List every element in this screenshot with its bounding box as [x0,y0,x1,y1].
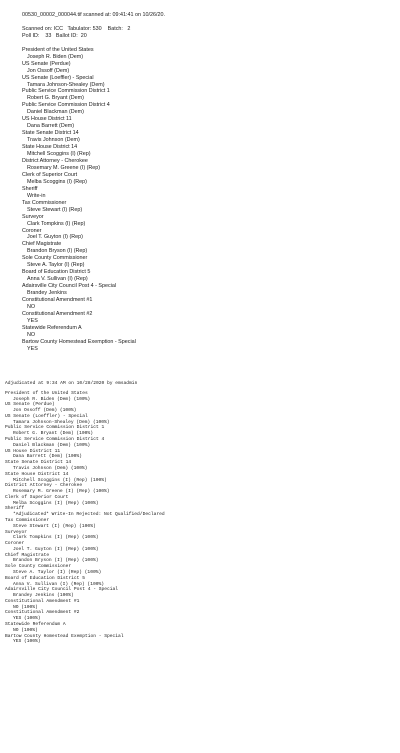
contest-title: Board of Education District 5 [22,269,91,276]
adjudication-result: Brandey Jenkins (100%) [13,593,74,599]
ballot-selection-list [22,47,382,353]
adjudication-contest: Chief Magistrate [5,552,50,558]
scan-info-line: Scanned on: ICC Tabulator: 530 Batch: 2 [22,25,131,32]
contest-selection: Melba Scoggins (I) (Rep) [27,178,87,185]
contest-title: US Senate (Loeffler) - Special [22,74,94,81]
contest-title: President of the United States [22,46,94,53]
adjudication-result: NO (100%) [13,604,38,610]
adjudication-result: Clark Tompkins (I) (Rep) (100%) [13,535,99,541]
contest-title: Clerk of Superior Court [22,171,78,178]
adjudication-result: Melba Scoggins (I) (Rep) (100%) [13,500,99,506]
contest-selection: Joseph R. Biden (Dem) [27,53,84,60]
contest-selection: Brandon Bryson (I) (Rep) [27,248,88,255]
adjudication-result: Travis Johnson (Dem) (100%) [13,465,88,471]
contest-title: Public Service Commission District 1 [22,88,110,95]
contest-selection: Rosemary M. Greene (I) (Rep) [27,164,101,171]
contest-selection: Joel T. Guyton (I) (Rep) [27,234,83,241]
adjudication-contest: Sheriff [5,506,25,512]
adjudication-contest: Public Service Commission District 1 [5,425,105,431]
contest-title: Sole County Commissioner [22,255,88,262]
scan-file-line: 00530_00002_000044.tif scanned at: 09:41:41 on 10/26/20. [22,12,165,18]
adjudication-contest: US Senate (Loeffler) - Special [5,413,88,419]
adjudication-header: Adjudicated at 9:34 AM on 10/28/2020 by emsadmin [5,381,138,386]
adjudication-contest: Statewide Referendum A [5,622,66,628]
contest-selection: Steve Stewart (I) (Rep) [27,206,83,213]
contest-selection: Dana Barrett (Dem) [27,123,75,130]
adjudication-result: YES (100%) [13,616,41,622]
adjudication-contest: State Senate District 14 [5,460,72,466]
contest-selection: Mitchell Scoggins (I) (Rep) [27,151,91,158]
adjudication-contest: Board of Education District 5 [5,575,85,581]
adjudication-list [5,391,395,645]
contest-title: Tax Commissioner [22,199,67,206]
adjudication-contest: District Attorney - Cherokee [5,483,83,489]
contest-title: Surveyor [22,213,44,220]
adjudication-contest: Public Service Commission District 4 [5,437,105,443]
adjudication-result: Robert G. Bryant (Dem) (100%) [13,431,93,437]
contest-title: US House District 11 [22,116,72,123]
contest-selection: YES [27,345,38,352]
adjudication-contest: US House District 11 [5,448,61,454]
adjudication-contest: Constitutional Amendment #2 [5,610,80,616]
contest-title: Sheriff [22,185,38,192]
contest-title: State Senate District 14 [22,130,79,137]
contest-selection: Daniel Blackman (Dem) [27,109,84,116]
contest-selection: Travis Johnson (Dem) [27,137,80,144]
adjudication-contest: Surveyor [5,529,28,535]
adjudication-contest: Coroner [5,541,25,547]
adjudication-result: Steve Stewart (I) (Rep) (100%) [13,523,96,529]
adjudication-result: Steve A. Taylor (I) (Rep) (100%) [13,570,102,575]
contest-title: Constitutional Amendment #2 [22,310,93,317]
contest-title: Public Service Commission District 4 [22,102,110,109]
contest-title: Constitutional Amendment #1 [22,297,93,304]
contest-selection: NO [27,304,36,310]
adjudication-contest: US Senate (Perdue) [5,402,55,408]
adjudication-contest: State House District 14 [5,471,69,477]
contest-title: District Attorney - Cherokee [22,157,88,164]
contest-title: US Senate (Perdue) [22,60,71,67]
adjudication-result: *Adjudicated* Write-In Rejected: Not Qualified/Declared [13,512,165,518]
contest-title: Chief Magistrate [22,241,62,248]
adjudication-contest: Adairsville City Council Post 4 - Special [5,587,119,593]
adjudication-result: Joel T. Guyton (I) (Rep) (100%) [13,546,99,552]
contest-selection: Tamara Johnson-Shealey (Dem) [27,81,105,88]
adjudication-result: Rosemary M. Greene (I) (Rep) (100%) [13,489,110,495]
contest-title: Coroner [22,227,42,234]
contest-title: Statewide Referendum A [22,324,82,331]
adjudication-contest: Constitutional Amendment #1 [5,598,80,604]
adjudication-result: Jon Ossoff (Dem) (100%) [13,408,77,414]
contest-selection: Clark Tompkins (I) (Rep) [27,220,86,227]
adjudication-contest: Tax Commissioner [5,517,50,523]
contest-selection: YES [27,317,38,324]
adjudication-result: Mitchell Scoggins (I) (Rep) (100%) [13,477,107,483]
contest-title: Adairsville City Council Post 4 - Special [22,283,117,290]
contest-selection: Jon Ossoff (Dem) [27,67,70,74]
adjudication-contest: Sole County Commissioner [5,564,72,570]
ballot-scan-record [22,12,382,353]
adjudication-record [5,381,395,645]
adjudication-result: YES (100%) [13,639,41,645]
contest-selection: NO [27,331,36,338]
contest-selection: Write-in [27,192,46,199]
contest-selection: Brandey Jenkins [27,290,67,297]
adjudication-result: Anna V. Sullivan (I) (Rep) (100%) [13,581,104,587]
contest-title: Bartow County Homestead Exemption - Special [22,338,136,345]
contest-title: State House District 14 [22,144,78,151]
contest-selection: Robert G. Bryant (Dem) [27,95,84,102]
poll-ballot-id-line: Poll ID: 33 Ballot ID: 20 [22,32,87,39]
adjudication-result: Brandon Bryson (I) (Rep) (100%) [13,558,99,564]
adjudication-contest: Bartow County Homestead Exemption - Special [5,633,124,639]
adjudication-result: NO (100%) [13,627,38,633]
adjudication-result: Daniel Blackman (Dem) (100%) [13,442,91,448]
contest-selection: Anna V. Sullivan (I) (Rep) [27,276,88,283]
contest-selection: Steve A. Taylor (I) (Rep) [27,262,85,269]
adjudication-result: Tamara Johnson-Shealey (Dem) (100%) [13,419,110,425]
adjudication-result: Joseph R. Biden (Dem) (100%) [13,396,91,402]
adjudication-contest: Clerk of Superior Court [5,494,69,500]
adjudication-contest: President of the United States [5,390,88,396]
adjudication-result: Dana Barrett (Dem) (100%) [13,454,82,460]
